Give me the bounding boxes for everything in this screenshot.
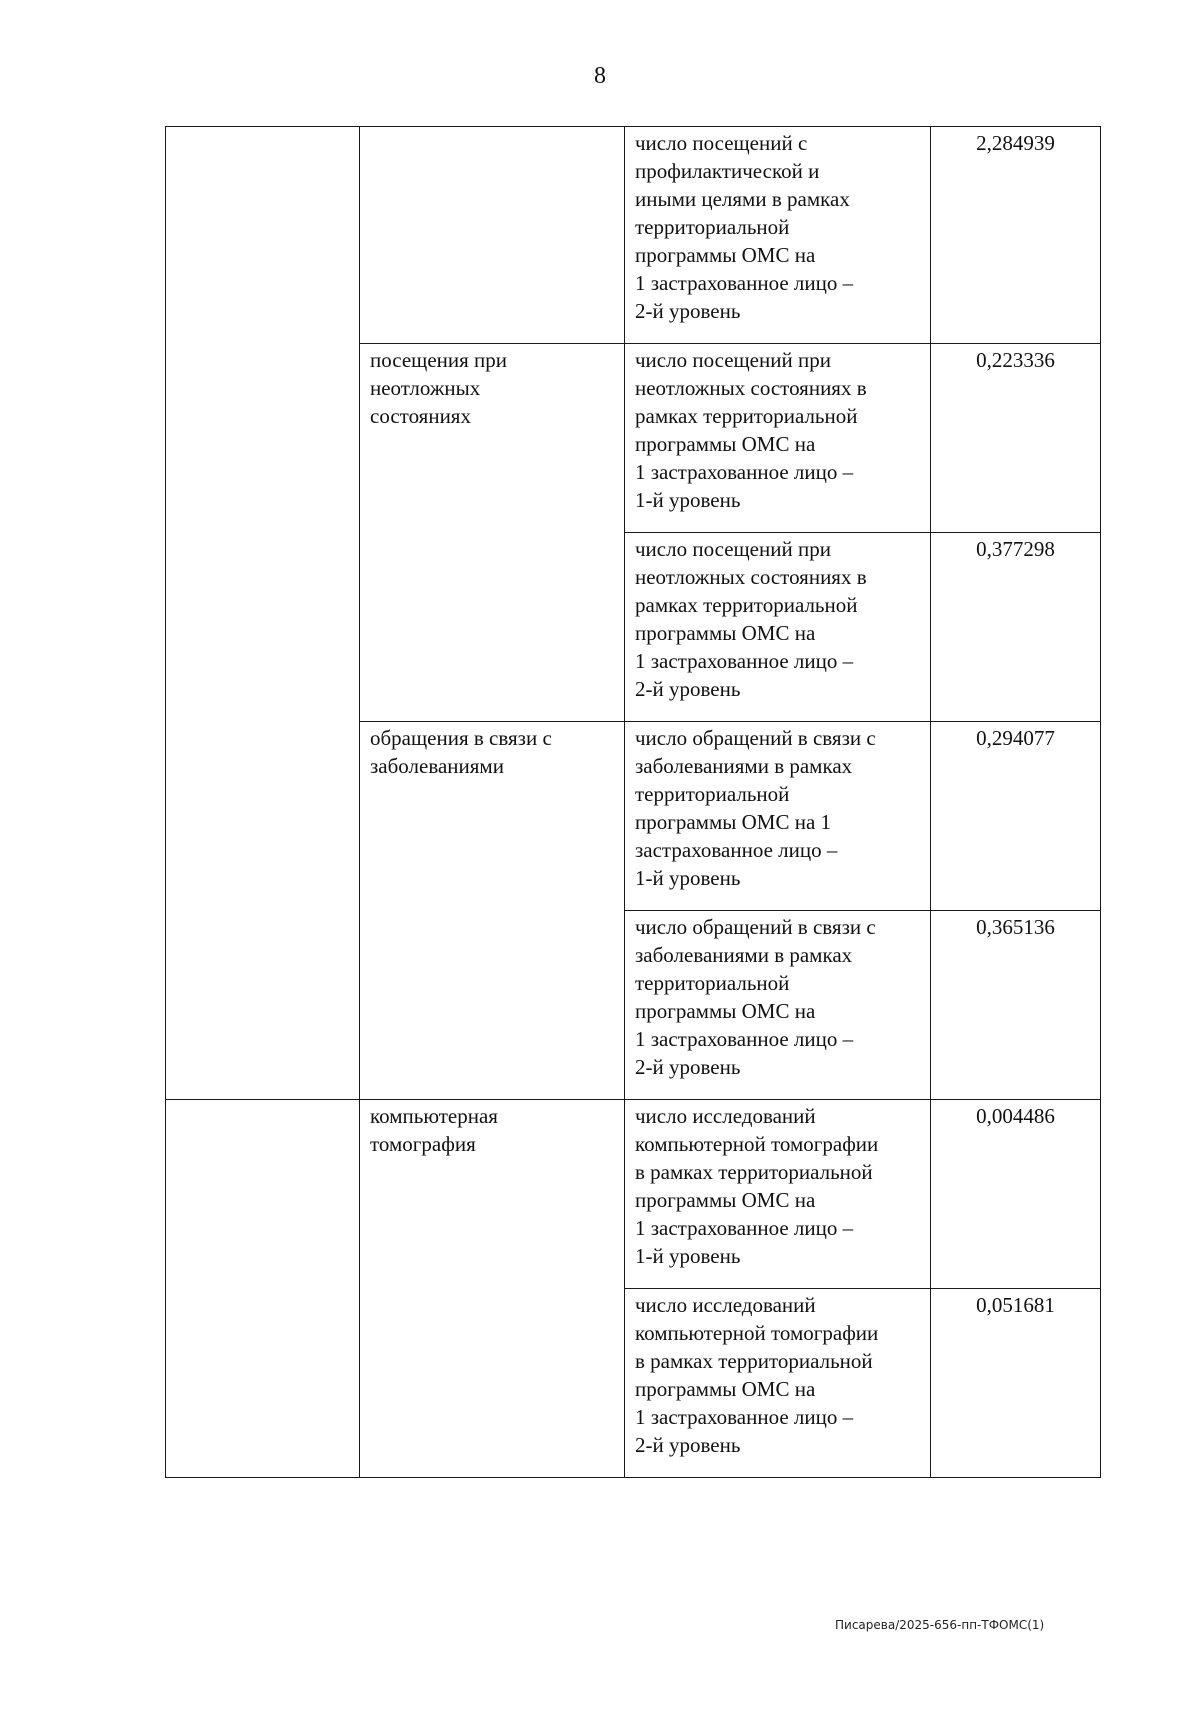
table-row [166, 127, 1101, 344]
description-cell: число исследований компьютерной томографии в рамках территориальной программы ОМС на 1 застрахованное лицо – 1-й уровень [625, 1100, 931, 1289]
description-cell: число посещений с профилактической и иными целями в рамках территориальной программы ОМС на 1 застрахованное лицо – 2-й уровень [625, 127, 931, 344]
document-footer-id: Писарева/2025-656-пп-ТФОМС(1) [835, 1618, 1045, 1632]
value-cell: 0,223336 [931, 344, 1101, 533]
description-cell: число посещений при неотложных состояниях в рамках территориальной программы ОМС на 1 застрахованное лицо – 1-й уровень [625, 344, 931, 533]
value-cell: 0,051681 [931, 1289, 1101, 1478]
category-cell: компьютерная томография [360, 1100, 625, 1478]
value-cell: 0,365136 [931, 911, 1101, 1100]
category-cell: обращения в связи с заболеваниями [360, 722, 625, 1100]
indicators-table [165, 126, 1101, 1478]
value-cell: 0,004486 [931, 1100, 1101, 1289]
table-row [166, 1100, 1101, 1289]
description-cell: число исследований компьютерной томографии в рамках территориальной программы ОМС на 1 застрахованное лицо – 2-й уровень [625, 1289, 931, 1478]
value-cell: 2,284939 [931, 127, 1101, 344]
category-cell: посещения при неотложных состояниях [360, 344, 625, 722]
value-cell: 0,294077 [931, 722, 1101, 911]
category-cell-empty [360, 127, 625, 344]
section-cell-empty [166, 127, 360, 1100]
description-cell: число обращений в связи с заболеваниями в рамках территориальной программы ОМС на 1 застрахованное лицо – 2-й уровень [625, 911, 931, 1100]
description-cell: число посещений при неотложных состояниях в рамках территориальной программы ОМС на 1 застрахованное лицо – 2-й уровень [625, 533, 931, 722]
description-cell: число обращений в связи с заболеваниями в рамках территориальной программы ОМС на 1 застрахованное лицо – 1-й уровень [625, 722, 931, 911]
value-cell: 0,377298 [931, 533, 1101, 722]
page-number: 8 [594, 63, 606, 89]
section-cell-empty [166, 1100, 360, 1478]
